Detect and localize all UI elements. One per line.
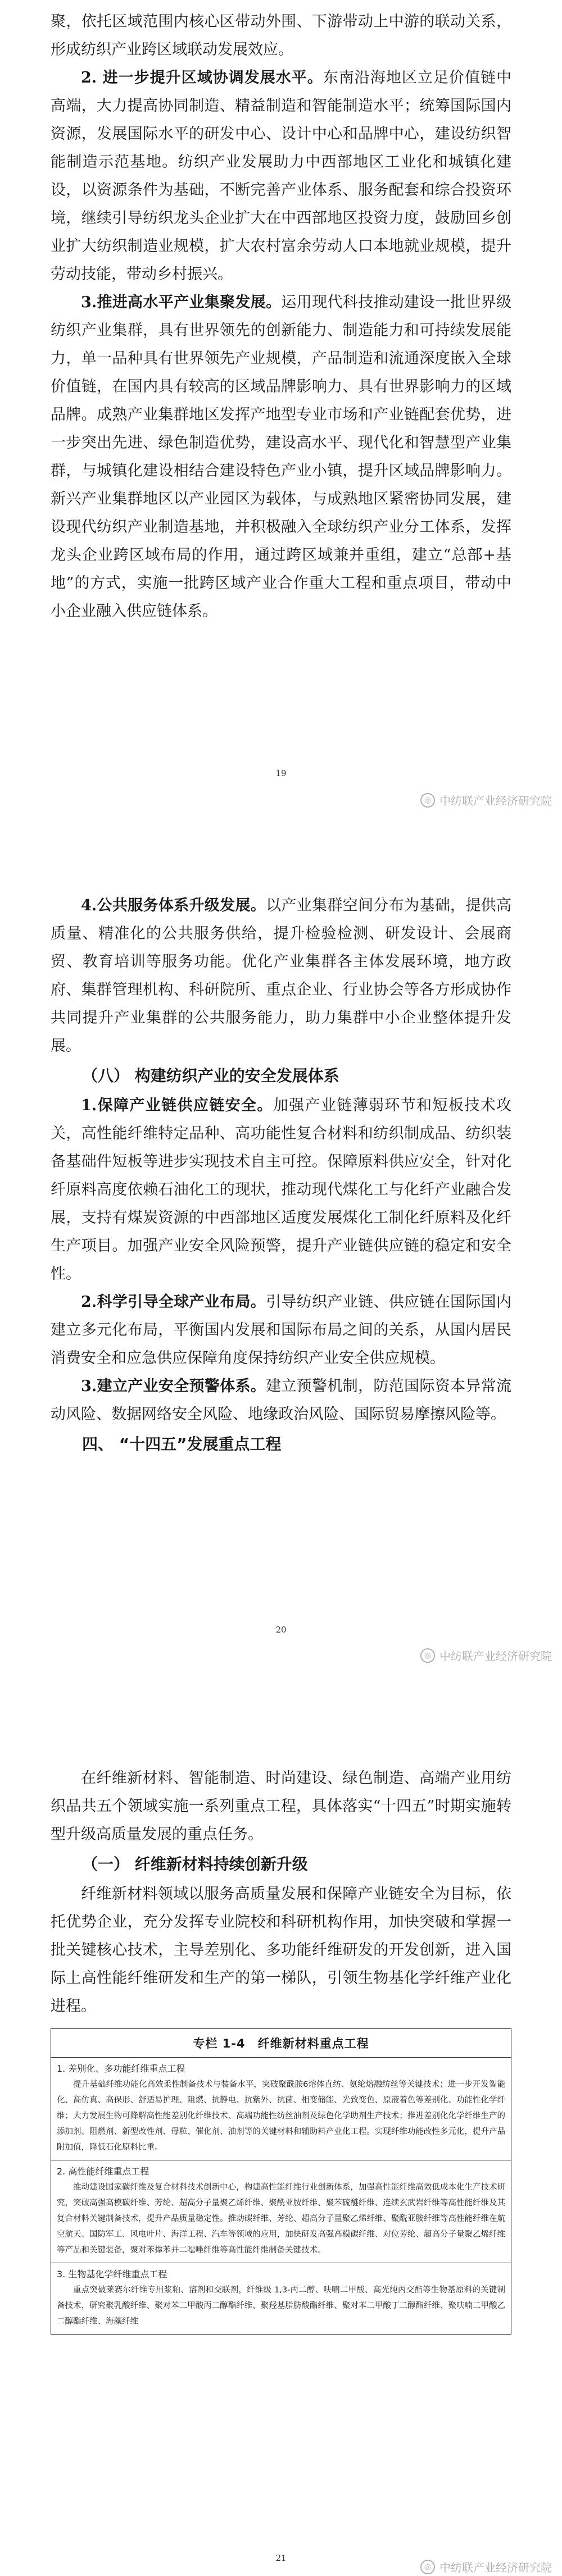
page-number: 19: [275, 768, 287, 778]
subsection-heading-1: （一） 纤维新材料持续创新升级: [82, 1855, 308, 1873]
paragraph-body: 加强产业链薄弱环节和短板技术攻关，高性能纤维特定品种、高功能性复合材料和纺织制成品、纺织装备基础件短板等进步实现技术自主可控。保障原料供应安全，针对化纤原料高度依赖石油化工的现状，推动现代煤化工与化纤产业融合发展，支持有煤炭资源的中西部地区适度发展煤化工制化纤原料及化纤生产项目。加强产业安全风险预警，提升产业链供应链的稳定和安全性。: [51, 1097, 512, 1283]
page-separator: [0, 1700, 562, 1750]
document-page-20: [0, 875, 562, 1700]
paragraph-lead: 2. 进一步提升区域协调发展水平。: [81, 69, 323, 86]
paragraph-lead: 3.推进高水平产业集聚发展。: [81, 294, 282, 311]
watermark-logo-icon: ◎: [420, 2560, 435, 2574]
chapter-heading-4: 四、 “十四五”发展重点工程: [82, 1435, 282, 1453]
paragraph-lead: 4.公共服务体系升级发展。: [81, 897, 266, 914]
feature-box-item: [51, 2263, 511, 2334]
paragraph-lead: 2.科学引导全球产业布局。: [81, 1293, 266, 1311]
paragraph-intro: 聚，依托区域范围内核心区带动外围、下游带动上中游的联动关系，形成纺织产业跨区域联动发展效应。: [51, 13, 511, 58]
feature-box-item-body: 推动建设国家碳纤维及复合材料技术创新中心，构建高性能纤维行业创新体系，加强高性能纤维高效低成本化生产技术研究，突破高强高模碳纤维、芳纶、超高分子量聚乙烯纤维、聚酰亚胺纤维、聚苯硫醚纤维、连续玄武岩纤维等高性能纤维及其复合材料关键制备技术，提升产品质量稳定性。推动碳纤维、芳纶、超高分子量聚乙烯纤维、聚酰亚胺纤维等高性能纤维在航空航天、国防军工、风电叶片、海洋工程、汽车等领域的应用，加快研发高强高模碳纤维、对位芳纶、超高分子量聚乙烯纤维等产品和关键装备，聚对苯撑苯并二噁唑纤维等高性能纤维制备关键技术。: [57, 2183, 505, 2255]
feature-box-table: [51, 2028, 511, 2335]
paragraph-fiber-materials: 纤维新材料领域以服务高质量发展和保障产业链安全为目标，依托优势企业，充分发挥专业院校和科研机构作用，加快突破和掌握一批关键核心技术，主导差别化、多功能纤维研发的开发创新，进入国际上高性能纤维研发和生产的第一梯队，引领生物基化学纤维产业化进程。: [51, 1885, 511, 2015]
feature-box-item-body: 重点突破莱赛尔纤维专用浆粕、溶剂和交联剂，纤维级 1,3-丙二醇、呋喃二甲酸、高光纯丙交酯等生物基原料的关键制备技术，研究聚乳酸纤维、聚对苯二甲酸丙二醇酯纤维、聚羟基脂肪酸酯纤维、聚对苯二甲酸丁二醇酯纤维、聚呋喃二甲酸乙二醇酯纤维、海藻纤维: [57, 2286, 505, 2326]
feature-box-item-title: 3. 生物基化学纤维重点工程: [57, 2269, 167, 2279]
section-heading-8: （八） 构建纺织产业的安全发展体系: [82, 1066, 339, 1085]
feature-box-item: [51, 2160, 511, 2263]
feature-box-item: [51, 2058, 511, 2160]
paragraph-body: 以产业集群空间分布为基础，提供高质量、精准化的公共服务供给，提升检验检测、研发设计、会展商贸、教育培训等服务功能。优化产业集群各主体发展环境，地方政府、集群管理机构、科研院所、重点企业、行业协会等各方形成协作共同提升产业集群的公共服务能力，助力集群中小企业整体提升发展。: [51, 897, 512, 1055]
paragraph-body: 引导纺织产业链、供应链在国际国内建立多元化布局，平衡国内发展和国际布局之间的关系，从国内居民消费安全和应急供应保障角度保持纺织产业安全供应规模。: [51, 1293, 512, 1367]
feature-box-item-title: 2. 高性能纤维重点工程: [57, 2166, 149, 2177]
document-page-21: [0, 1750, 562, 2575]
page-number: 20: [275, 1625, 287, 1635]
paragraph-public-service: [51, 892, 511, 1060]
paragraph-body: 东南沿海地区立足价值链中高端，大力提高协同制造、精益制造和智能制造水平；统筹国际国内资源，发展国际水平的研发中心、设计中心和品牌中心，建设纺织智能制造示范基地。纺织产业发展助力中西部地区工业化和城镇化建设，以资源条件为基础，不断完善产业体系、服务配套和综合投资环境，继续引导纺织龙头企业扩大在中西部地区投资力度，鼓励回乡创业扩大纺织制造业规模，扩大农村富余劳动人口本地就业规模，提升劳动技能，带动乡村振兴。: [51, 69, 511, 283]
paragraph-lead: 1.保障产业链供应链安全。: [81, 1097, 273, 1114]
watermark: ◎ 中纺联产业经济研究院: [420, 1647, 552, 1663]
watermark: ◎ 中纺联产业经济研究院: [420, 2559, 552, 2575]
paragraph-intro: 在纤维新材料、智能制造、时尚建设、绿色制造、高端产业用纺织品共五个领域实施一系列重点工程，具体落实“十四五”时期实施转型升级高质量发展的重点任务。: [51, 1770, 511, 1843]
watermark-logo-icon: ◎: [420, 1648, 435, 1663]
paragraph-supply-chain-security: [51, 1092, 511, 1288]
watermark-logo-icon: ◎: [420, 793, 435, 808]
paragraph-industry-cluster: [51, 289, 511, 626]
watermark: ◎ 中纺联产业经济研究院: [420, 792, 552, 808]
paragraph-body: 建立预警机制，防范国际资本异常流动风险、数据网络安全风险、地缘政治风险、国际贸易摩擦风险等。: [51, 1378, 512, 1423]
paragraph-early-warning: [51, 1373, 511, 1429]
feature-box-item-title: 1. 差别化、多功能纤维重点工程: [57, 2063, 185, 2074]
feature-box-item-body: 提升基础纤维功能化高效柔性制备技术与装备水平，突破聚酰胺6熔体直纺、氨纶熔融纺丝等关键技术；进一步开发智能化、高仿真、高保形、舒适易护理、阻燃、抗静电、抗紫外、抗菌、相变储能、光致变色、原液着色等差别化、功能性化学纤维；大力发展生物可降解高性能差别化纤维技术、高端功能性纺丝油剂及绿色化学助剂生产技术；推进差别化化学纤维生产的添加剂、阻燃剂、新型改性剂、母粒、催化剂、油剂等的关键材料和辅助料产业化工程。实现纤维功能改性多元化，提升产品附加值，降低石化原料比重。: [57, 2080, 505, 2152]
feature-box-title: 专栏 1-4 纤维新材料重点工程: [51, 2029, 511, 2058]
paragraph-lead: 3.建立产业安全预警体系。: [81, 1378, 266, 1395]
page-number: 21: [275, 2553, 287, 2563]
paragraph-global-layout: [51, 1288, 511, 1373]
paragraph-regional-coordination: [51, 64, 511, 289]
document-page-19: [0, 0, 562, 826]
paragraph-body: 运用现代科技推动建设一批世界级纺织产业集群，具有世界领先的创新能力、制造能力和可持续发展能力，单一品种具有世界领先产业规模，产品制造和流通深度嵌入全球价值链，在国内具有较高的区域品牌影响力、具有世界影响力的区域品牌。成熟产业集群地区发挥产地型专业市场和产业链配套优势，进一步突出先进、绿色制造优势，建设高水平、现代化和智慧型产业集群，与城镇化建设相结合建设特色产业小镇，提升区域品牌影响力。新兴产业集群地区以产业园区为载体，与成熟地区紧密协同发展，建设现代纺织产业制造基地，并积极融入全球纺织产业分工体系，发挥龙头企业跨区域布局的作用，通过跨区域兼并重组，建立“总部+基地”的方式，实施一批跨区域产业合作重大工程和重点项目，带动中小企业融入供应链体系。: [51, 294, 512, 620]
page-separator: [0, 826, 562, 875]
